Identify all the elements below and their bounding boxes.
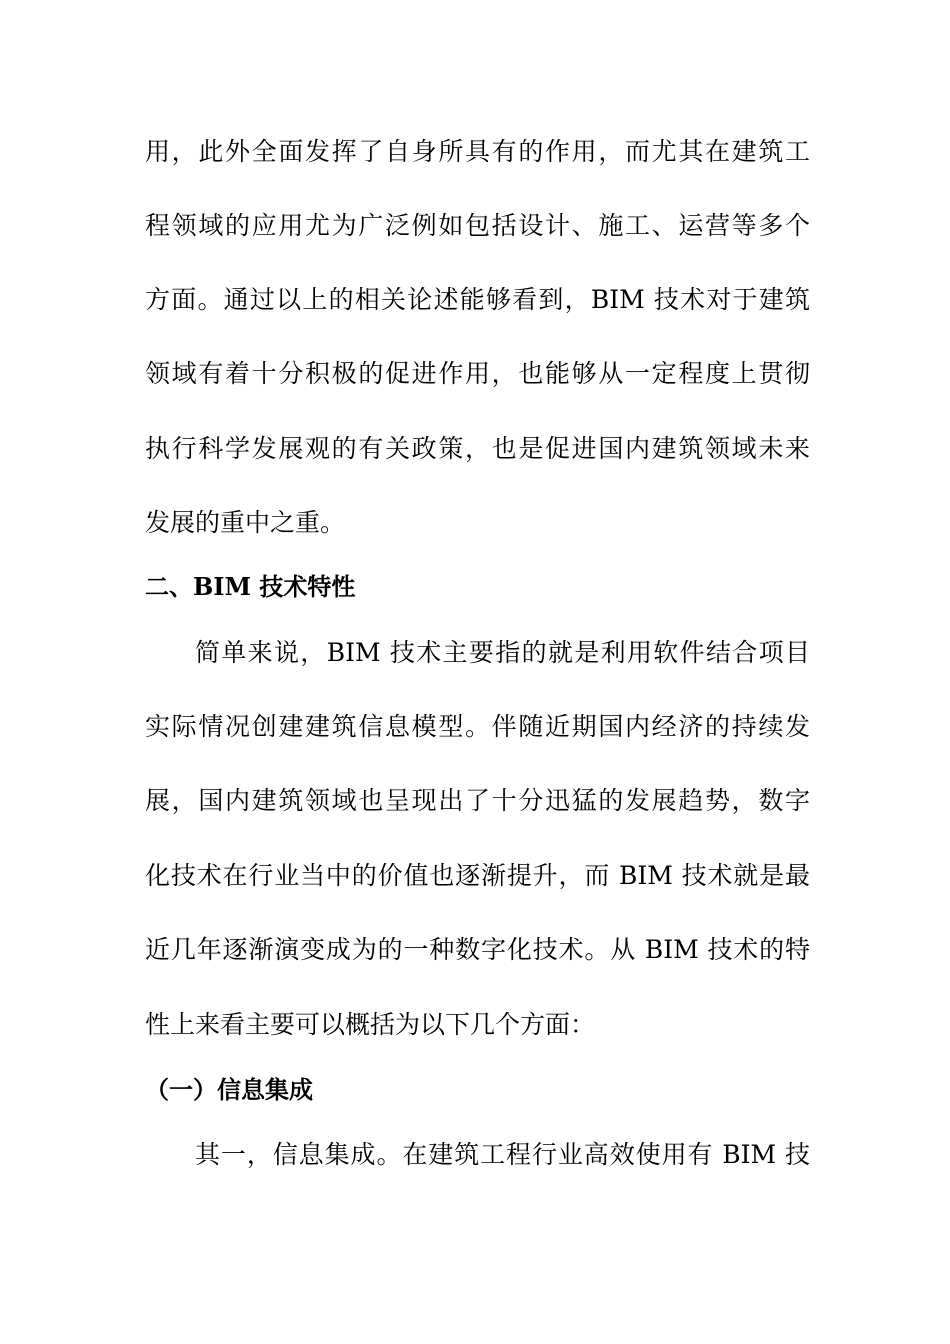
paragraph-2-line-1: 简单来说，BIM 技术主要指的就是利用软件结合项目 xyxy=(195,638,810,667)
paragraph-2-line-6: 性上来看主要可以概括为以下几个方面： xyxy=(145,1010,596,1039)
paragraph-2-line-2: 实际情况创建建筑信息模型。伴随近期国内经济的持续发 xyxy=(145,712,810,741)
paragraph-1-line-2: 程领域的应用尤为广泛例如包括设计、施工、运营等多个 xyxy=(145,211,810,240)
paragraph-2-line-4: 化技术在行业当中的价值也逐渐提升，而 BIM 技术就是最 xyxy=(145,861,810,890)
paragraph-3-line-1: 其一，信息集成。在建筑工程行业高效使用有 BIM 技 xyxy=(195,1140,810,1169)
paragraph-1-line-3: 方面。通过以上的相关论述能够看到，BIM 技术对于建筑 xyxy=(145,285,810,314)
paragraph-1-line-6: 发展的重中之重。 xyxy=(145,508,346,537)
paragraph-2-line-3: 展，国内建筑领域也呈现出了十分迅猛的发展趋势，数字 xyxy=(145,786,810,815)
paragraph-2-line-5: 近几年逐渐演变成为的一种数字化技术。从 BIM 技术的特 xyxy=(145,935,810,964)
section-heading-bim-features: 二、BIM 技术特性 xyxy=(145,572,356,601)
paragraph-1-line-4: 领域有着十分积极的促进作用，也能够从一定程度上贯彻 xyxy=(145,359,810,388)
paragraph-1-line-5: 执行科学发展观的有关政策，也是促进国内建筑领域未来 xyxy=(145,434,810,463)
paragraph-1-line-1: 用，此外全面发挥了自身所具有的作用，而尤其在建筑工 xyxy=(145,137,810,166)
subsection-heading-information-integration: （一）信息集成 xyxy=(145,1075,313,1104)
